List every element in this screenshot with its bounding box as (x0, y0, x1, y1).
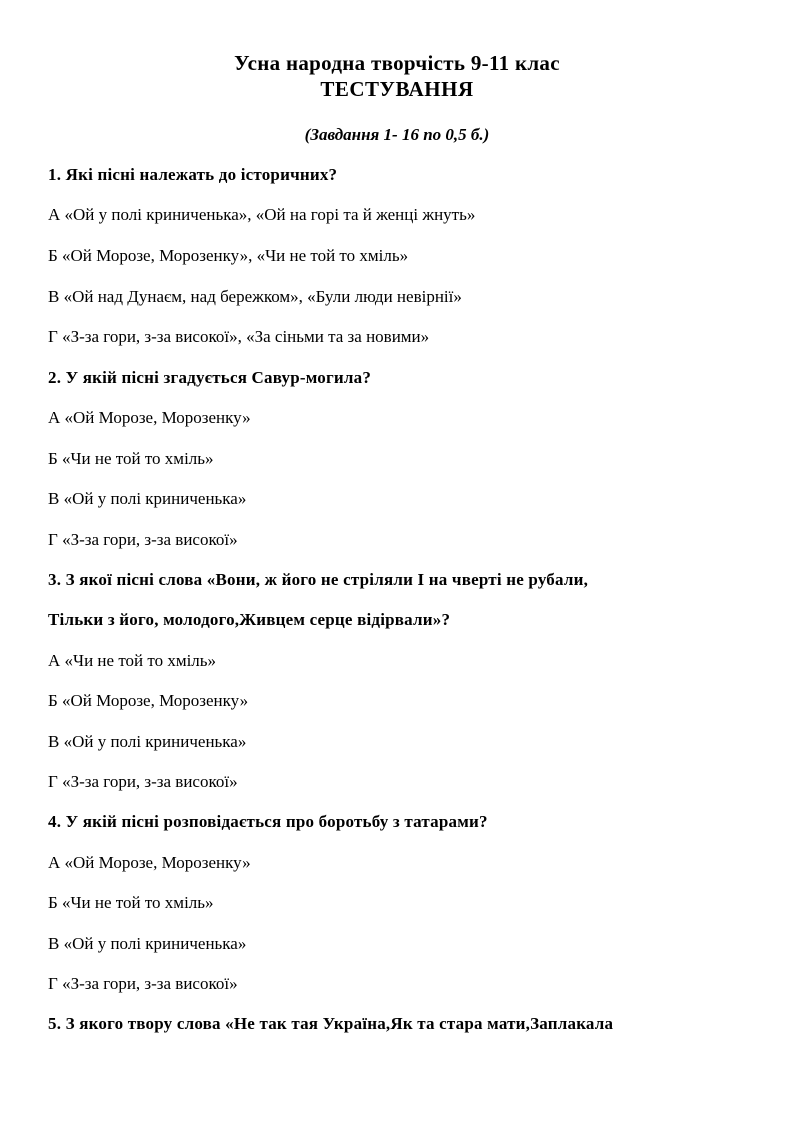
question-1: 1. Які пісні належать до історичних? (48, 165, 338, 184)
question-3-option-c: В «Ой у полі криниченька» (48, 732, 247, 751)
question-2-option-a: А «Ой Морозе, Морозенку» (48, 408, 251, 427)
question-3-option-b: Б «Ой Морозе, Морозенку» (48, 691, 249, 710)
question-4-option-a: А «Ой Морозе, Морозенку» (48, 853, 251, 872)
page-subtitle-testing: ТЕСТУВАННЯ (320, 77, 474, 101)
question-1-option-c: В «Ой над Дунаєм, над бережком», «Були люди невірнії» (48, 287, 462, 306)
question-4-option-b: Б «Чи не той то хміль» (48, 893, 214, 912)
question-4-option-c: В «Ой у полі криниченька» (48, 934, 247, 953)
task-scoring-note: (Завдання 1- 16 по 0,5 б.) (304, 125, 490, 144)
question-1-option-b: Б «Ой Морозе, Морозенку», «Чи не той то хміль» (48, 246, 409, 265)
question-1-option-d: Г «З-за гори, з-за високої», «За сіньми та за новими» (48, 327, 430, 346)
question-4-option-d: Г «З-за гори, з-за високої» (48, 974, 238, 993)
question-3-option-d: Г «З-за гори, з-за високої» (48, 772, 238, 791)
question-1-option-a: А «Ой у полі криниченька», «Ой на горі та й женці жнуть» (48, 205, 476, 224)
question-3: 3. З якої пісні слова «Вони, ж його не стріляли І на чверті не рубали, (48, 570, 589, 589)
question-5: 5. З якого твору слова «Не так тая Україна,Як та стара мати,Заплакала (48, 1014, 614, 1033)
question-2-option-d: Г «З-за гори, з-за високої» (48, 530, 238, 549)
question-2-option-b: Б «Чи не той то хміль» (48, 449, 214, 468)
question-2: 2. У якій пісні згадується Савур-могила? (48, 368, 372, 387)
question-3-option-a: А «Чи не той то хміль» (48, 651, 217, 670)
question-3-continuation: Тільки з його, молодого,Живцем серце відірвали»? (48, 610, 451, 629)
question-4: 4. У якій пісні розповідається про боротьбу з татарами? (48, 812, 488, 831)
page-title: Усна народна творчість 9-11 клас (234, 51, 560, 75)
question-2-option-c: В «Ой у полі криниченька» (48, 489, 247, 508)
